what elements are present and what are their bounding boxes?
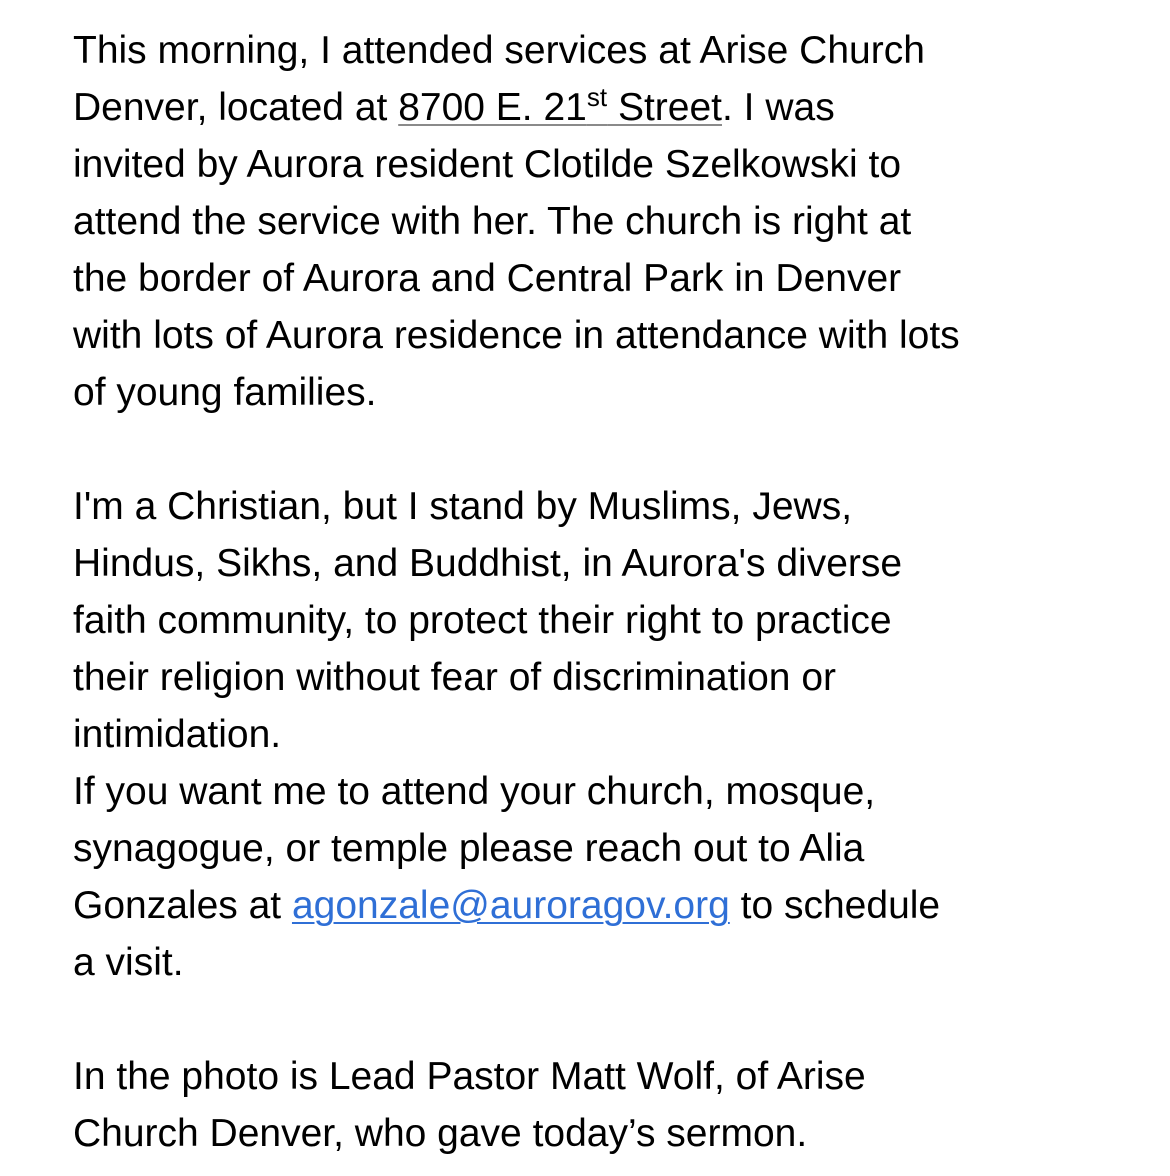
paragraph-photo-caption xyxy=(73,1048,1143,1162)
text-line: a visit. xyxy=(73,941,184,984)
ordinal-superscript: st xyxy=(586,82,608,112)
text-line-contact xyxy=(73,877,1143,934)
text-line: invited by Aurora resident Clotilde Szelkowski to xyxy=(73,143,902,186)
text-line: faith community, to protect their right to practice xyxy=(73,599,892,642)
address-number: 8700 E. 21 xyxy=(398,86,587,129)
text-line: I'm a Christian, but I stand by Muslims, Jews, xyxy=(73,485,853,528)
text-line: with lots of Aurora residence in attendance with lots xyxy=(73,314,960,357)
text-line-address xyxy=(73,79,1143,136)
address-street: Street xyxy=(607,86,722,129)
document-body xyxy=(73,22,1143,1162)
text-line: Hindus, Sikhs, and Buddhist, in Aurora's diverse xyxy=(73,542,903,585)
text-line: the border of Aurora and Central Park in Denver xyxy=(73,257,902,300)
text-fragment: to schedule xyxy=(729,884,941,927)
text-line: synagogue, or temple please reach out to Alia xyxy=(73,827,865,870)
text-line: In the photo is Lead Pastor Matt Wolf, of Arise xyxy=(73,1055,866,1098)
text-fragment: . I was xyxy=(722,86,835,129)
text-line: intimidation. xyxy=(73,713,282,756)
paragraph-spacer xyxy=(73,991,1143,1048)
text-line: Church Denver, who gave today’s sermon. xyxy=(73,1112,808,1155)
text-line: If you want me to attend your church, mosque, xyxy=(73,770,876,813)
text-fragment: Gonzales at xyxy=(73,884,292,927)
paragraph-spacer xyxy=(73,421,1143,478)
paragraph-attendance xyxy=(73,22,1143,421)
paragraph-faith-statement xyxy=(73,478,1143,991)
text-fragment: Denver, located at xyxy=(73,86,399,129)
address-link[interactable] xyxy=(398,82,722,129)
text-line: This morning, I attended services at Arise Church xyxy=(73,29,925,72)
email-link[interactable]: agonzale@auroragov.org xyxy=(291,884,730,927)
text-line: of young families. xyxy=(73,371,377,414)
text-line: their religion without fear of discrimination or xyxy=(73,656,837,699)
text-line: attend the service with her. The church is right at xyxy=(73,200,912,243)
